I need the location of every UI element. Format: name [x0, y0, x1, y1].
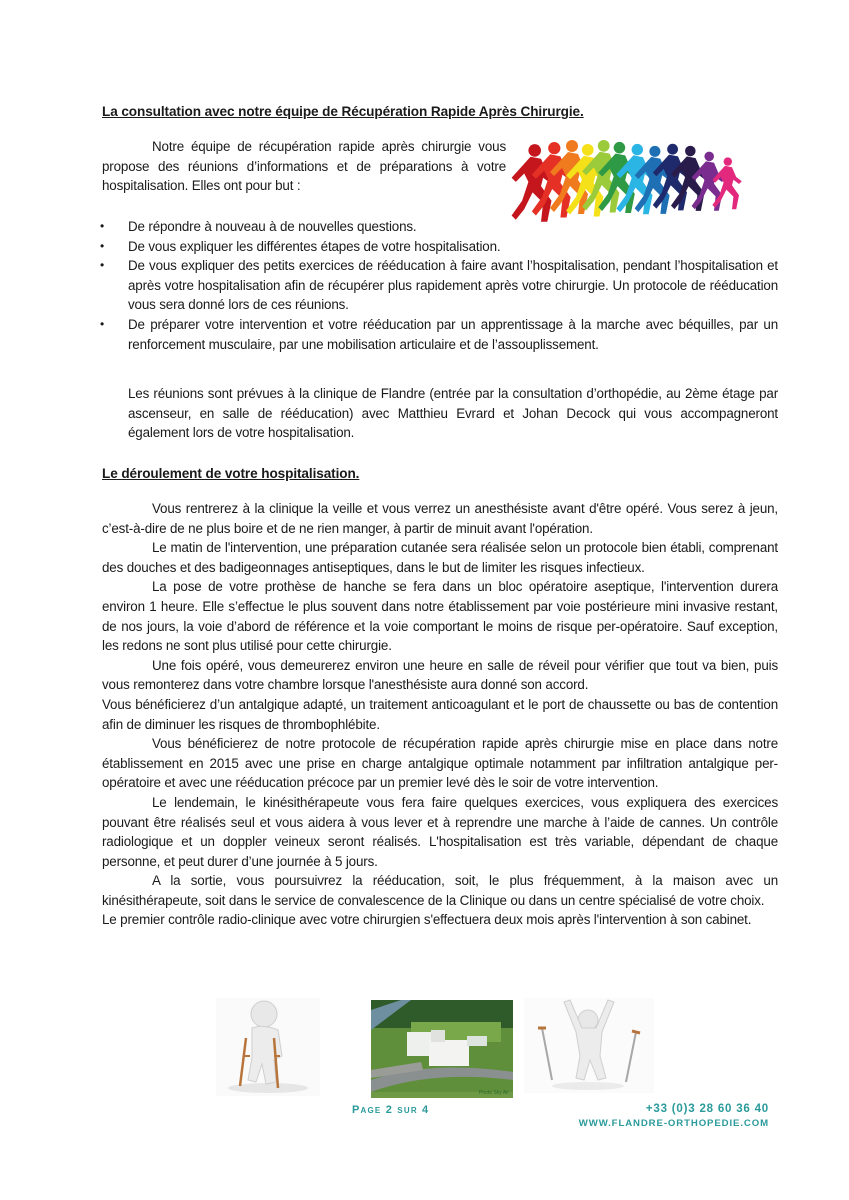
runners-illustration	[506, 136, 742, 230]
paragraph: La pose de votre prothèse de hanche se fera dans un bloc opératoire aseptique, l'intervention durera environ 1 heure. Elle s’effectue le plus souvent dans notre établissement par voie postérieure mini invasive restant, de nos jours, la voie d’abord de référence et la voie comportant le moins de risque per-opératoire. Sauf exception, les redons ne sont plus utilisé pour cette chirurgie.	[102, 579, 778, 654]
footer-website-link[interactable]: WWW.FLANDRE-ORTHOPEDIE.COM	[578, 1118, 769, 1129]
goal-text: De vous expliquer les différentes étapes de votre hospitalisation.	[128, 238, 501, 254]
bullet-icon: •	[100, 316, 105, 331]
paragraph: Une fois opéré, vous demeurerez environ une heure en salle de réveil pour vérifier que tout va bien, puis vous remonterez dans votre chambre lorsque l'anesthésiste aura donné son accord.	[102, 657, 778, 693]
photo-credit: Photo Sky Air	[478, 1090, 509, 1096]
hospitalisation-body	[102, 499, 778, 930]
page-number: Page 2 sur 4	[352, 1104, 430, 1116]
goal-item	[102, 237, 778, 257]
intro-paragraph: Notre équipe de récupération rapide après chirurgie vous propose des réunions d’informations et de préparations à votre hospitalisation. Elles ont pour but :	[102, 139, 506, 194]
goal-item	[102, 315, 778, 354]
paragraph: Vous rentrerez à la clinique la veille et vous verrez un anesthésiste avant d'être opéré. Vous serez à jeun, c’est-à-dire de ne plus boire et de ne rien manger, à partir de minuit avant l'opération.	[102, 501, 778, 536]
paragraph: A la sortie, vous poursuivrez la rééducation, soit, le plus fréquemment, à la maison avec un kinésithérapeute, soit dans le service de convalescence de la Clinique ou dans un centre spécialisé de votre choix.	[102, 873, 778, 908]
goal-text: De répondre à nouveau à de nouvelles questions.	[128, 219, 417, 234]
paragraph: Le matin de l'intervention, une préparation cutanée sera réalisée selon un protocole bien établi, comprenant des douches et des badigeonnages antiseptiques, dans le but de limiter les risques infectieux.	[102, 540, 778, 575]
goal-text: De vous expliquer des petits exercices de rééducation à faire avant l’hospitalisation, pendant l’hospitalisation et après votre hospitalisation afin de récupérer plus rapidement après votre chirurgie. Un protocole de rééducation vous sera donné lors de ces réunions.	[128, 258, 778, 313]
section-heading-consultation: La consultation avec notre équipe de Récupération Rapide Après Chirurgie.	[102, 104, 584, 119]
paragraph: Le lendemain, le kinésithérapeute vous fera faire quelques exercices, vous expliquera des exercices pouvant être réalisés seul et vous aidera à vous lever et à reprendre une marche à l’aide de cannes. Un contrôle radiologique et un doppler veineux seront réalisés. L'hospitalisation est très variable, dépendant de chaque personne, et peut durer d’une journée à 5 jours.	[102, 794, 778, 869]
clinic-aerial-photo	[371, 1000, 513, 1098]
goal-text: De préparer votre intervention et votre rééducation par un apprentissage à la marche avec béquilles, par un renforcement musculaire, par une mobilisation articulaire et de l’assouplissement.	[128, 316, 778, 352]
goal-item	[102, 217, 778, 237]
bullet-icon: •	[100, 219, 105, 233]
bullet-icon: •	[100, 258, 105, 273]
goals-list	[102, 217, 778, 354]
footer-phone: +33 (0)3 28 60 36 40	[645, 1103, 769, 1115]
paragraph: Vous bénéficierez d’un antalgique adapté, un traitement anticoagulant et le port de chaussette ou bas de contention afin de diminuer les risques de thrombophlébite.	[102, 696, 778, 732]
bullet-icon: •	[100, 238, 105, 253]
paragraph: Le premier contrôle radio-clinique avec votre chirurgien s'effectuera deux mois après l'intervention à son cabinet.	[102, 912, 752, 928]
crutches-figure-image	[216, 998, 320, 1096]
section-heading-hospitalisation: Le déroulement de votre hospitalisation.	[102, 466, 360, 481]
jumping-figure-image	[524, 998, 654, 1093]
meetings-paragraph: Les réunions sont prévues à la clinique de Flandre (entrée par la consultation d’orthopédie, au 2ème étage par ascenseur, en salle de rééducation) avec Matthieu Evrard et Johan Decock qui vous accompagneront également lors de votre hospitalisation.	[128, 386, 778, 441]
goal-item	[102, 256, 778, 315]
paragraph: Vous bénéficierez de notre protocole de récupération rapide après chirurgie mise en place dans notre établissement en 2015 avec une prise en charge antalgique optimale notamment par infiltration antalgique per-opératoire et avec une rééducation précoce par un premier levé dès le soir de votre intervention.	[102, 736, 778, 791]
